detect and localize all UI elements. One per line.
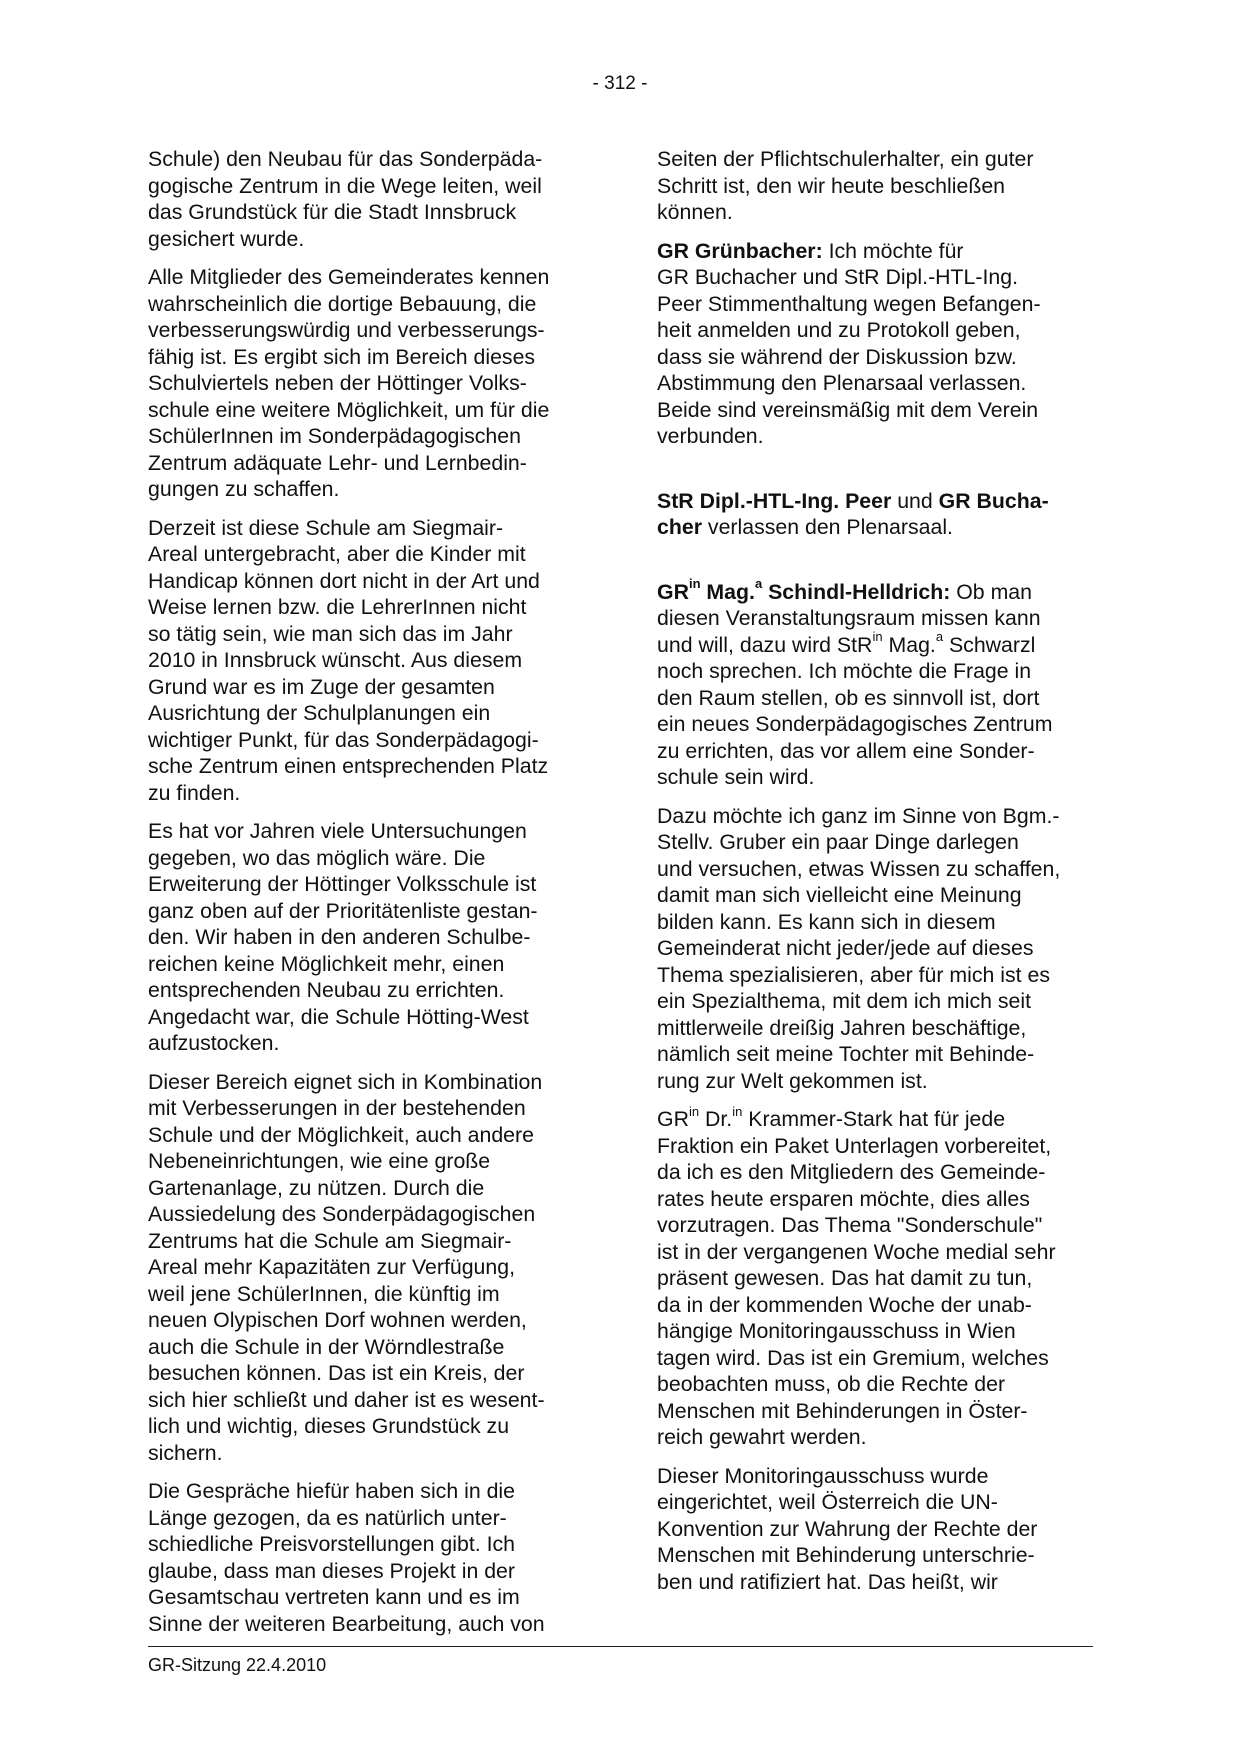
superscript: in [688, 576, 701, 592]
text-line: Derzeit ist diese Schule am Siegmair- [148, 515, 504, 540]
left-column [148, 146, 583, 1649]
person-name: GR Bucha- [938, 488, 1049, 513]
text-line: Schule) den Neubau für das Sonderpäda- [148, 147, 543, 171]
text-fragment: und [891, 488, 939, 513]
superscript: in [872, 629, 883, 645]
text-line: tagen wird. Das ist ein Gremium, welches [657, 1345, 1049, 1370]
text-line: neuen Olypischen Dorf wohnen werden, [148, 1308, 527, 1332]
paragraph [148, 146, 583, 252]
text-line: damit man sich vielleicht eine Meinung [657, 883, 1022, 907]
text-line: da in der kommenden Woche der unab- [657, 1292, 1032, 1317]
text-line: Schule und der Möglichkeit, auch andere [148, 1122, 534, 1147]
person-name: cher [657, 515, 702, 539]
text-line: Die Gespräche hiefür haben sich in die [148, 1479, 515, 1503]
footer-session-date: GR-Sitzung 22.4.2010 [148, 1655, 327, 1675]
paragraph [148, 515, 583, 807]
text-line: Ausrichtung der Schulplanungen ein [148, 701, 491, 725]
text-line: Weise lernen bzw. die LehrerInnen nicht [148, 595, 527, 619]
text-line: den Raum stellen, ob es sinnvoll ist, dort [657, 685, 1040, 710]
text-fragment: Schwarzl [943, 632, 1036, 657]
text-line: verbunden. [657, 424, 764, 448]
text-line: Areal mehr Kapazitäten zur Verfügung, [148, 1255, 515, 1279]
text-line: SchülerInnen im Sonderpädagogischen [148, 424, 521, 448]
text-line: wahrscheinlich die dortige Bebauung, die [148, 291, 537, 316]
text-line: schule sein wird. [657, 765, 815, 789]
paragraph [657, 1103, 1092, 1451]
text-line: besuchen können. Das ist ein Kreis, der [148, 1361, 525, 1385]
text-line: gegeben, wo das möglich wäre. Die [148, 845, 486, 870]
text-line: glaube, dass man dieses Projekt in der [148, 1558, 515, 1583]
text-fragment: GR [657, 579, 689, 604]
text-line: so tätig sein, wie man sich das im Jahr [148, 621, 513, 646]
text-line: Thema spezialisieren, aber für mich ist es [657, 962, 1050, 987]
text-line: Aussiedelung des Sonderpädagogischen [148, 1202, 536, 1226]
text-line: Nebeneinrichtungen, wie eine große [148, 1149, 491, 1173]
text-line: Dieser Monitoringausschuss wurde [657, 1463, 989, 1488]
text-line: gogische Zentrum in die Wege leiten, weil [148, 173, 542, 198]
text-line: Gartenanlage, zu nützen. Durch die [148, 1175, 485, 1200]
text-fragment: Mag. [700, 579, 755, 604]
text-line: können. [657, 200, 733, 224]
text-line: sich hier schließt und daher ist es wesent- [148, 1387, 545, 1412]
footer-divider [148, 1646, 1093, 1647]
text-line: ganz oben auf der Prioritätenliste gestan- [148, 898, 538, 923]
text-line [657, 576, 1092, 606]
text-line: schiedliche Preisvorstellungen gibt. Ich [148, 1532, 515, 1556]
text-line: Menschen mit Behinderung unterschrie- [657, 1543, 1035, 1567]
speaker-name [657, 576, 951, 604]
text-line: Dazu möchte ich ganz im Sinne von Bgm.- [657, 803, 1060, 828]
superscript: a [754, 576, 763, 592]
text-line: Fraktion ein Paket Unterlagen vorbereitet, [657, 1133, 1052, 1158]
text-line: Dieser Bereich eignet sich in Kombination [148, 1069, 543, 1094]
text-fragment: verlassen den Plenarsaal. [702, 515, 953, 539]
text-line: entsprechenden Neubau zu errichten. [148, 978, 505, 1002]
text-line: Handicap können dort nicht in der Art und [148, 568, 540, 593]
text-line: lich und wichtig, dieses Grundstück zu [148, 1414, 510, 1438]
text-line [657, 488, 1092, 515]
text-fragment: Mag. [882, 632, 936, 657]
text-line: ein Spezialthema, mit dem ich mich seit [657, 989, 1032, 1013]
text-line: sche Zentrum einen entsprechenden Platz [148, 754, 549, 778]
text-line: und versuchen, etwas Wissen zu schaffen, [657, 856, 1061, 881]
text-line: gungen zu schaffen. [148, 477, 340, 501]
text-line: Schritt ist, den wir heute beschließen [657, 173, 1006, 198]
text-line: dass sie während der Diskussion bzw. [657, 344, 1017, 369]
text-line: zu errichten, das vor allem eine Sonder- [657, 738, 1035, 763]
text-line: zu finden. [148, 780, 241, 805]
text-line: Menschen mit Behinderungen in Öster- [657, 1398, 1028, 1423]
superscript: a [935, 629, 944, 645]
text-line: rung zur Welt gekommen ist. [657, 1068, 928, 1093]
text-fragment: Ich möchte für [822, 238, 964, 263]
text-line: noch sprechen. Ich möchte die Frage in [657, 659, 1032, 683]
text-line: beobachten muss, ob die Rechte der [657, 1372, 1006, 1396]
text-line: diesen Veranstaltungsraum missen kann [657, 606, 1041, 630]
text-line: GR Buchacher und StR Dipl.-HTL-Ing. [657, 265, 1019, 289]
text-line: Seiten der Pflichtschulerhalter, ein guter [657, 147, 1034, 171]
text-line: das Grundstück für die Stadt Innsbruck [148, 200, 517, 224]
text-line: Erweiterung der Höttinger Volksschule ist [148, 872, 537, 896]
text-line: Stellv. Gruber ein paar Dinge darlegen [657, 830, 1019, 854]
text-line: Beide sind vereinsmäßig mit dem Verein [657, 397, 1039, 422]
text-line: sichern. [148, 1440, 223, 1465]
superscript: in [732, 1103, 743, 1119]
text-fragment: GR [657, 1107, 689, 1131]
text-fragment: Krammer-Stark hat für jede [742, 1107, 1006, 1131]
text-line: Angedacht war, die Schule Hötting-West [148, 1004, 529, 1029]
page-number: - 312 - [592, 73, 648, 94]
text-line: Areal untergebracht, aber die Kinder mit [148, 542, 526, 566]
speaker-name: GR Grünbacher: [657, 238, 823, 263]
text-line: da ich es den Mitgliedern des Gemeinde- [657, 1160, 1046, 1184]
text-line: verbesserungswürdig und verbesserungs- [148, 318, 545, 342]
text-fragment: und will, dazu wird StR [657, 632, 873, 657]
text-line: gesichert wurde. [148, 226, 305, 251]
paragraph [657, 803, 1092, 1095]
text-line: den. Wir haben in den anderen Schulbe- [148, 925, 531, 949]
text-line: Länge gezogen, da es natürlich unter- [148, 1505, 507, 1530]
text-line: ben und ratifiziert hat. Das heißt, wir [657, 1569, 998, 1594]
text-line: mit Verbesserungen in der bestehenden [148, 1096, 526, 1120]
text-line: nämlich seit meine Tochter mit Behinde- [657, 1042, 1035, 1066]
paragraph [148, 818, 583, 1057]
text-line: Konvention zur Wahrung der Rechte der [657, 1516, 1038, 1541]
text-line: fähig ist. Es ergibt sich im Bereich dieses [148, 344, 536, 369]
text-line: präsent gewesen. Das hat damit zu tun, [657, 1266, 1033, 1290]
paragraph [657, 1463, 1092, 1596]
text-line: aufzustocken. [148, 1031, 280, 1055]
text-line: Gesamtschau vertreten kann und es im [148, 1585, 520, 1609]
right-column [657, 146, 1092, 1607]
person-name: StR Dipl.-HTL-Ing. Peer [657, 488, 892, 513]
text-fragment: Ob man [950, 579, 1033, 604]
text-line: Schulviertels neben der Höttinger Volks- [148, 371, 527, 395]
text-line: rates heute ersparen möchte, dies alles [657, 1186, 1030, 1211]
text-line: ein neues Sonderpädagogisches Zentrum [657, 712, 1053, 736]
text-line: auch die Schule in der Wörndlestraße [148, 1334, 505, 1359]
text-line: mittlerweile dreißig Jahren beschäftige, [657, 1015, 1027, 1040]
text-line: Grund war es im Zuge der gesamten [148, 674, 495, 699]
text-line: vorzutragen. Das Thema "Sonderschule" [657, 1213, 1043, 1237]
text-line: Peer Stimmenthaltung wegen Befangen- [657, 291, 1041, 316]
text-line: ist in der vergangenen Woche medial sehr [657, 1239, 1056, 1264]
text-line: Es hat vor Jahren viele Untersuchungen [148, 819, 527, 843]
text-line: heit anmelden und zu Protokoll geben, [657, 318, 1021, 342]
text-line: Sinne der weiteren Bearbeitung, auch von [148, 1611, 545, 1636]
text-line: Zentrums hat die Schule am Siegmair- [148, 1228, 512, 1253]
text-line: hängige Monitoringausschuss in Wien [657, 1319, 1016, 1343]
procedural-note [657, 488, 1092, 541]
text-line: bilden kann. Es kann sich in diesem [657, 909, 996, 934]
paragraph [148, 1478, 583, 1637]
speaker-paragraph [657, 238, 1092, 450]
superscript: in [688, 1103, 700, 1119]
text-line: weil jene SchülerInnen, die künftig im [148, 1281, 500, 1306]
text-line: eingerichtet, weil Österreich die UN- [657, 1490, 998, 1514]
speaker-paragraph [657, 576, 1092, 791]
paragraph [148, 1069, 583, 1467]
text-line: 2010 in Innsbruck wünscht. Aus diesem [148, 648, 523, 672]
text-line: Gemeinderat nicht jeder/jede auf dieses [657, 936, 1034, 960]
text-line: Alle Mitglieder des Gemeinderates kennen [148, 265, 550, 289]
paragraph [148, 264, 583, 503]
text-line: schule eine weitere Möglichkeit, um für die [148, 397, 550, 422]
text-line [657, 238, 1092, 265]
text-line [657, 1103, 1092, 1133]
paragraph [657, 146, 1092, 226]
text-line: wichtiger Punkt, für das Sonderpädagogi- [148, 727, 539, 752]
text-line: reich gewahrt werden. [657, 1425, 867, 1449]
text-line: Abstimmung den Plenarsaal verlassen. [657, 371, 1027, 395]
text-fragment: Schindl-Helldrich: [762, 579, 951, 604]
text-line: Zentrum adäquate Lehr- und Lernbedin- [148, 450, 527, 475]
text-line [657, 514, 1092, 541]
text-line: reichen keine Möglichkeit mehr, einen [148, 951, 505, 976]
text-fragment: Dr. [699, 1107, 733, 1131]
text-line [657, 629, 1092, 659]
